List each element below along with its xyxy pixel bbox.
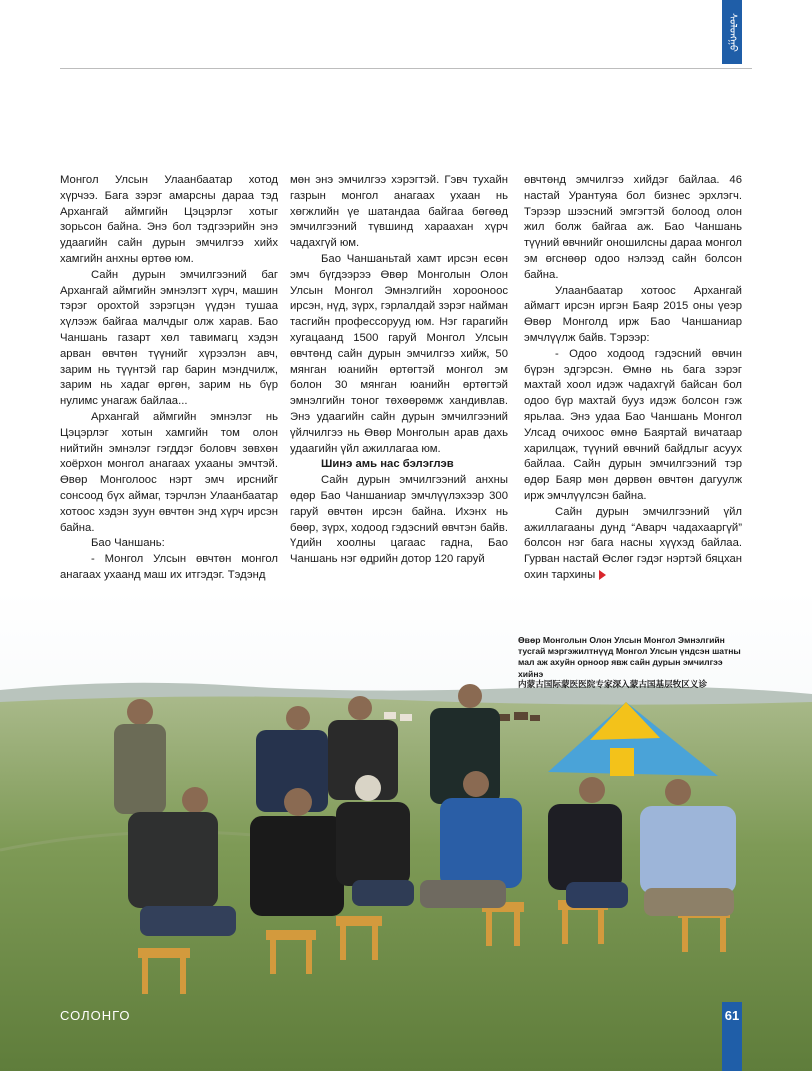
paragraph: Бао Чаншаньтай хамт ирсэн есөн эмч бүгдээрээ Өвөр Монголын Олон Улсын Монгол Эмнэлгийн хорооноос ирсэн, нүд, зүрх, гэрлалдай зэрэг найман тасгийн профессорууд юм. Нэг гарагийн хугацаанд 1500 гаруй Монгол Улсын өвчтөнд сайн дурын эмчилгээ хийж, 50 мянган юанийн өртөгтэй монгол эм болон 30 мянган юанийн өртөгтэй эмнэлгийн тоног төхөөрөмж хандивлав. Энэ удаагийн сайн дурын эмчилгээний үйлчилгээ нь Өвөр Монголын арав дахь удаагийн үйл ажиллагаа юм.: [290, 252, 508, 455]
section-heading: Шинэ амь нас бэлэглэв: [321, 458, 454, 471]
paragraph: Архангай аймгийн эмнэлэг нь Цэцэрлэг хотын хамгийн том олон нийтийн эмнэлэг гэгддэг боловч зөвхөн хоёрхон монгол анагаах ухааны эмчтэй. Өвөр Монголоос нэрт эмч ирснийг сонсоод бүх аймаг, тэрчлэн Улаанбаатар хотоос хэдэн зуун өвчтөн энд хүрч ирсэн байна.: [60, 410, 278, 534]
paragraph: - Монгол Улсын өвчтөн монгол анагаах ухаанд маш их итгэдэг. Тэдэнд: [60, 553, 278, 581]
text-column-3: [524, 173, 742, 584]
page-number: 61: [724, 1008, 740, 1023]
caption-mongolian: Өвөр Монголын Олон Улсын Монгол Эмнэлгийн тусгай мэргэжилтнүүд Монгол Улсын үндсэн шатны мал аж ахуйн орноор явж сайн дурын эмчилгээ хийнэ: [518, 635, 741, 679]
caption-chinese: 内蒙古国际蒙医医院专家深入蒙古国基层牧区义诊: [518, 679, 708, 690]
photo-caption: [518, 635, 743, 691]
paragraph: Монгол Улсын Улаанбаатар хотод хүрчээ. Бага зэрэг амарсны дараа тэд Архангай аймгийн Цэцэрлэг хотыг зорьсон байна. Энэ бол тэдгээрийн энэ удаагийн сайн дурын эмчилгээ хийх хамгийн анхны өртөө юм.: [60, 174, 278, 265]
paragraph: Сайн дурын эмчилгээний үйл ажиллагааны дунд “Аварч чадахааргүй” болсон нэг бага насны хүүхэд байлаа. Гурван настай Өслөг гэдэг нэртэй бяцхан охин тархины: [524, 505, 742, 581]
continue-arrow-icon: [599, 570, 606, 580]
paragraph: - Одоо ходоод гэдэсний өвчин бүрэн эдгэрсэн. Өмнө нь бага зэрэг махтай хоол идэж чадахгүй байсан бол одоо бүр махтай бууз идэж болсон гэж ярьлаа. Энэ удаа Бао Чаншань Монгол Улсад очихоос өмнө Баяртай вичатаар харилцаж, түүний өвчний байдлыг асуух байлаа. Сайн дурын эмчилгээний тэр өдөр Баяр мөн дөрвөн өвчтөн дагуулж ирж эмчлүүлсэн байна.: [524, 347, 742, 502]
page-number-tab: [722, 1002, 742, 1071]
paragraph: Сайн дурын эмчилгээний баг Архангай аймгийн эмнэлэгт хүрч, машин тэрэг орохтой зэрэгцэн үүдэн тушаа хүлээж байгаа малчдыг олж харав. Бао Чаншань газарт хөл тавимагц хэдэн арван өвчтөн түүнийг хүрээлэн авч, зарим нь түүнтэй гар барин мэндчилж, зарим нь хадаг өргөн, зарим нь бүр нулимс унагаж байлаа...: [60, 268, 278, 408]
text-column-1: [60, 173, 278, 584]
paragraph: Сайн дурын эмчилгээний анхны өдөр Бао Чаншаниар эмчлүүлэхээр 300 гаруй өвчтөн ирсэн байна. Ихэнх нь бөөр, зүрх, ходоод гэдэсний өвчтэн байв. Үдийн хоолны цагаас гадна, Бао Чаншань нэг өдрийн дотор 120 гаруй: [290, 474, 508, 566]
section-tab-glyph: ᠰᠣᠯᠣᠩᠭᠣ: [727, 12, 738, 52]
paragraph: мөн энэ эмчилгээ хэрэгтэй. Гэвч тухайн газрын монгол анагаах ухаан нь хөгжлийн үе шатандаа байгаа бөгөөд эмчилгээний түвшинд хараахан хүрч чадахгүй юм.: [290, 174, 508, 250]
paragraph: Бао Чаншань:: [91, 537, 165, 550]
text-column-2: [290, 173, 508, 568]
magazine-name: СОЛОНГО: [60, 1008, 131, 1023]
paragraph: өвчтөнд эмчилгээ хийдэг байлаа. 46 настай Урантуяа бол бизнес эрхлэгч. Тэрээр шээсний эмгэгтэй болоод олон жил болж байгаа аж. Бао Чаншань түүний өвчнийг оношилсны дараа монгол эм өгснөөр одоо нэлээд сайн болсон байна.: [524, 174, 742, 281]
section-tab: [722, 0, 742, 64]
paragraph: Улаанбаатар хотоос Архангай аймагт ирсэн иргэн Баяр 2015 оны үеэр Өвөр Монголд ирж Бао Чаншаниар эмчлүүлж байв. Тэрээр:: [524, 284, 742, 344]
header-rule: [60, 68, 752, 69]
